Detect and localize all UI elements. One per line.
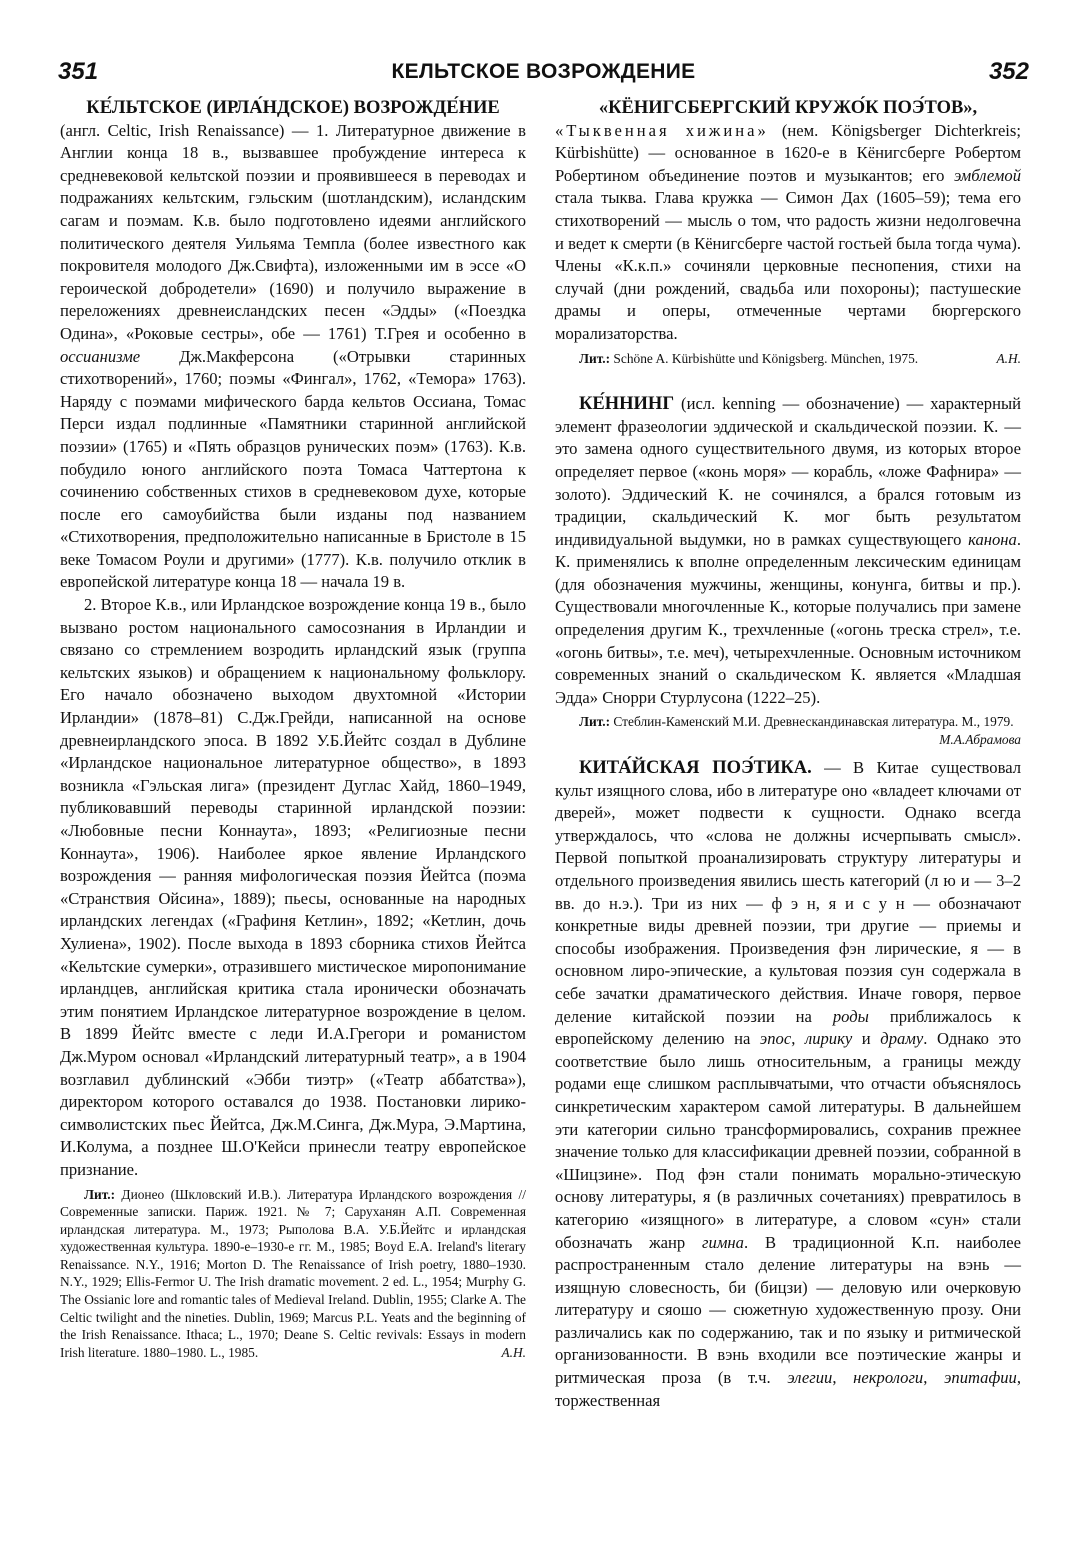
- headword-kenning: КЕ́ННИНГ: [579, 394, 675, 415]
- entry-kenning: [555, 393, 1021, 709]
- entry-separator: [555, 367, 1021, 393]
- bibliography: [555, 713, 1021, 748]
- term-link[interactable]: канона: [968, 529, 1017, 549]
- entry-text: приближалось к европейскому делению на: [555, 1006, 1021, 1049]
- entry-text: (исл. kenning — обозначение) — характерный элемент фразеологии эддической и скальдической поэзии. К. — это замена одного существительного двумя, из которых второе определяет первое («конь моря» — корабль, «ложе Фафнира» — золото). Эддический К. не сочинялся, а брался готовым из традиции, скальдический К. мог быть результатом индивидуальной выдумки, но в рамках существующего: [555, 394, 1021, 549]
- alt-title: «Тыквенная хижина»: [555, 120, 769, 140]
- headword-celtic-revival: КЕ́ЛЬТСКОЕ (ИРЛА́НДСКОЕ) ВОЗРОЖДЕ́НИЕ: [86, 98, 500, 118]
- term-link[interactable]: некрологи: [853, 1368, 924, 1388]
- term-link[interactable]: эмблемой: [954, 165, 1021, 185]
- term-link[interactable]: элегии: [787, 1368, 833, 1388]
- running-title: КЕЛЬТСКОЕ ВОЗРОЖДЕНИЕ: [391, 60, 696, 83]
- bibliography-text: Schöne A. Kürbishütte und Königsberg. München, 1975.: [610, 350, 919, 366]
- entry-celtic-revival: [60, 97, 526, 594]
- bibliography: [555, 350, 1021, 368]
- entry-paragraph-2: 2. Второе К.в., или Ирландское возрождение конца 19 в., было вызвано ростом национального самосознания в Ирландии и связано со стремлением возродить ирландский язык (группа кельтских языков) и обращением к национальному фольклору. Его начало обозначено выходом двухтомной «Истории Ирландии» (1878–81) С.Дж.Грейди, написанной на основе древнеирландского эпоса. В 1892 У.Б.Йейтс создал в Дублине «Ирландское национальное литературное общество», в 1893 возникла «Гэльская лига» (президент Дуглас Хайд, 1860–1949, публиковавший переводы старинной ирландской поэзии: «Любовные песни Коннаута», 1893; «Религиозные песни Коннаута», 1906). Наиболее яркое явление Ирландского возрождения — ранняя мифологическая поэзия Йейтса (поэма «Странствия Ойсина», 1889); пьесы, основанные на народных ирландских легендах («Графиня Кетлин», 1892; «Кетлин, дочь Хулиена», 1902). После выхода в 1893 сборника стихов Йейтса «Кельтские сумерки», отразившего мистическое миропонимание ирландцев, английская критика стала иронически обозначать этим понятием Ирландское литературное возрождение в целом. В 1899 Йейтс вместе с леди И.А.Грегори и романистом Дж.Муром основал «Ирландский литературный театр», а в 1904 возглавил дублинский «Эбби тиэтр» («Театр аббатства»), директором которого оставался до 1938. Постановки лирико-символистских пьес Йейтса, Дж.М.Синга, Дж.Мура, Э.Мартина, И.Колума, а позднее Ш.О'Кейси принесли театру европейское признание.: [60, 595, 526, 1179]
- bibliography-label: Лит.:: [579, 350, 611, 366]
- left-column: [60, 97, 526, 1361]
- bibliography-text: Стеблин-Каменский М.И. Древнескандинавская литература. М., 1979.: [610, 714, 1014, 730]
- entry-koenigsberg-circle: [555, 97, 1021, 346]
- entry-chinese-poetics: [555, 757, 1021, 1412]
- author-initials: А.Н.: [996, 350, 1021, 366]
- author-name: М.А.Абрамова: [939, 732, 1021, 748]
- bibliography-label: Лит.:: [84, 1186, 116, 1202]
- term-link[interactable]: лирику: [804, 1029, 853, 1049]
- bibliography-text: Дионео (Шкловский И.В.). Литература Ирландского возрождения // Современные записки. Париж. 1921. № 7; Саруханян А.П. Современная ирландская литература. М., 1973; Рыполова В.А. У.Б.Йейтс и ирландская художественная культура. 1890-е–1930-е гг. М., 1985; Boyd E.A. Ireland's literary Renaissance. N.Y., 1916; Morton D. The Renaissance of Irish poetry, 1880–1930. N.Y., 1929; Ellis-Fermor U. The Irish dramatic movement. 2 ed. L., 1954; Murphy G. The Ossianic lore and romantic tales of Medieval Ireland. Dublin, 1955; Clarke A. The Celtic twilight and the nineties. Dublin, 1969; Marcus P.L. Yeats and the beginning of the Irish Renaissance. Ithaca; L., 1970; Deane S. Celtic revivals: Essays in modern Irish literature. 1880–1980. L., 1985.: [60, 1186, 526, 1360]
- term-link[interactable]: драму: [880, 1029, 924, 1049]
- term-link[interactable]: эпос: [759, 1029, 792, 1049]
- bibliography: [60, 1186, 526, 1362]
- entry-text: (англ. Celtic, Irish Renaissance) — 1. Литературное движение в Англии конца 18 в., вызвавшее пробуждение интереса к средневековой кельтской поэзии и проявившееся в переводах и подражаниях кельтским, гэльским (шотландским), исландским сагам и поэмам. К.в. было подготовлено идеями английского политического деятеля Уильяма Темпла (более известного как покровителя молодого Дж.Свифта), изложенными им в эссе «О героической добродетели» (1690) и получило выражение в переложениях древнеисландских песен «Эдды» («Поездка Одина», «Роковые сестры», обе — 1761) Т.Грея и особенно в: [60, 120, 526, 343]
- entry-text: (нем. Königsberger Dichterkreis; Kürbishütte) — основанное в 1620-е в Кёнигсберге Робертом Робертином объединение поэтов и музыкантов; его: [555, 120, 1021, 185]
- term-link[interactable]: гимна: [702, 1232, 744, 1252]
- entry-text: . В традиционной К.п. наиболее распространенным стало деление литературы на вэнь — изящную словесность, би (бицзи) — деловую или очерковую литературу и сяошо — сюжетную художественную прозу. Они различались как по содержанию, так и по языку и ритмической организованности. В вэнь входили все поэтические жанры и ритмическая проза (в т.ч.: [555, 1232, 1022, 1388]
- term-link[interactable]: роды: [832, 1006, 869, 1026]
- entry-text: стала тыква. Глава кружка — Симон Дах (1605–59); тема его стихотворений — мысль о том, что радость жизни недолговечна и ведет к смерти (в Кёнигсберге частой гостьей была тогда чума). Члены «К.к.п.» сочиняли церковные песнопения, стихи на случай (дни рождений, свадьба или похороны); пастушеские драмы и оперы, отмеченные чертами бюргерского морализаторства.: [555, 188, 1021, 343]
- entry-text: — В Китае существовал культ изящного слова, ибо в литературе оно «владеет ключами от дверей», может подвести к сущности. Однако всегда утверждалось, что «слова не должны исчерпывать смысл». Первой попыткой проанализировать структуру литературы и отдельного произведения явились шесть категорий (л ю и — 3–2 вв. до н.э.). Три из них — ф э н, я и с у н — обозначают конкретные виды древней поэзии, три другие — приемы и способы изображения. Произведения фэн лирические, я — в основном лиро-эпические, а культовая поэзия сун содержала в себе зачатки драматического действия. Иначе говоря, первое деление китайской поэзии на: [555, 758, 1021, 1026]
- right-column: [555, 97, 1021, 1412]
- entry-text: , торжественная: [555, 1368, 1022, 1410]
- entry-text: . К. применялись к вполне определенным лексическим единицам (для обозначения мужчины, женщины, конунга, битвы и пр.). Существовали многочленные К., которые получались при замене определения другим К., трехчленные («огонь треска стрел», т.е. «огонь битвы», т.е. меч), четырехчленные. Основным источником современных знаний о скальдическом К. является «Младшая Эдда» Снорри Стурлусона (1222–25).: [555, 529, 1021, 707]
- page-header: [58, 58, 1029, 92]
- entry-text: ,: [791, 1029, 805, 1049]
- page-number-left: 351: [58, 58, 99, 85]
- entry-text: Дж.Макферсона («Отрывки старинных стихотворений», 1760; поэмы «Фингал», 1762, «Темора» 1763). Наряду с поэмами мифического барда кельтов Оссиана, Томас Перси издал подлинные «Памятники старинной английской поэзии» (1765) и «Пять образцов рунических поэм» (1763). К.в. побудило юного английского поэта Томаса Чаттертона к сочинению собственных стихов в средневековом духе, которые после его самоубийства были изданы под названием «Стихотворения, предположительно написанные в Бристоле в 15 веке Томасом Роули и другими» (1777). К.в. получило отклик в европейской литературе конца 18 — начала 19 в.: [60, 346, 526, 592]
- bibliography-label: Лит.:: [579, 714, 611, 730]
- entry-text: ,: [832, 1368, 854, 1388]
- entry-text: и: [852, 1029, 881, 1049]
- entry-text: . Однако это соответствие было лишь относительным, а границы между родами еще слишком расплывчатыми, что отчасти объяснялось синкретическим характером самой литературы. В дальнейшем эти категории сильно трансформировались, сохранив прежнее значение только для классификации древней поэзии, собранной в «Шицзине». Под фэн стали понимать морально-этическую основу литературы, я (в различных сочетаниях) превратилось в категорию «изящного» в литературе, а словом «сун» стали обозначать жанр: [555, 1029, 1022, 1252]
- term-link[interactable]: оссианизме: [60, 346, 141, 366]
- headword-chinese-poetics: КИТА́ЙСКАЯ ПОЭ́ТИКА.: [579, 758, 812, 779]
- term-link[interactable]: эпитафии: [944, 1368, 1017, 1388]
- headword-koenigsberg: «КЁНИГСБЕРГСКИЙ КРУЖО́К ПОЭ́ТОВ»,: [598, 98, 978, 118]
- page-number-right: 352: [988, 58, 1029, 85]
- entry-text: ,: [923, 1368, 945, 1388]
- author-initials: А.Н.: [501, 1344, 526, 1360]
